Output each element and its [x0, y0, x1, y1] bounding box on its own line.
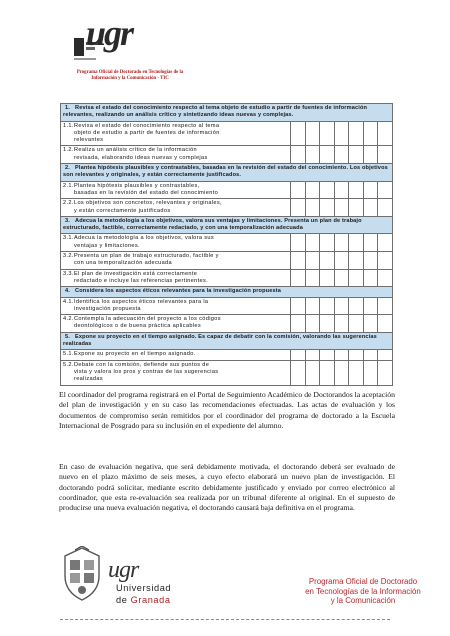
section-cell [61, 287, 393, 297]
score-cell[interactable] [320, 121, 335, 146]
score-cell[interactable] [334, 252, 349, 270]
section-cell [61, 332, 393, 350]
section-cell [61, 216, 393, 234]
score-cell[interactable] [363, 315, 378, 333]
footer-divider [60, 619, 390, 620]
score-cell[interactable] [349, 350, 364, 360]
criterion-cell [61, 297, 291, 315]
paragraph-negative-evaluation: En caso de evaluación negativa, que será debidamente motivada, el doctorando deberá ser evaluado de nuevo en el plazo máximo de seis meses, a cuyo efecto elaborará un nuevo plan de investigación. El doctorando podrá solicitar, mediante escrito debidamente justificado y enviado por correo electrónico al coordinador, que esta re-evaluación sea realizada por un tribunal diferente al original. En el supuesto de producirse una nueva evaluación negativa, el doctorando causará baja definitiva en el programa. [59, 462, 395, 513]
criterion-number: 1.2. [63, 147, 74, 154]
table-row [61, 252, 393, 270]
criterion-label: Realiza un análisis crítico de la información revisada, elaborando ideas nuevas y complejas [74, 147, 208, 161]
score-cell[interactable] [320, 146, 335, 164]
score-cell[interactable] [378, 297, 393, 315]
score-cell[interactable] [363, 360, 378, 385]
score-cell[interactable] [378, 350, 393, 360]
score-cell[interactable] [363, 350, 378, 360]
score-cell[interactable] [378, 360, 393, 385]
criterion-label: Contempla la adecuación del proyecto a los códigos deontológicos o de buena práctica aplicables [74, 316, 221, 330]
score-cell[interactable] [290, 297, 305, 315]
score-cell[interactable] [290, 199, 305, 217]
criterion-number: 4.1. [63, 298, 74, 305]
table-row [61, 199, 393, 217]
table-section-row [61, 332, 393, 350]
score-cell[interactable] [363, 297, 378, 315]
score-cell[interactable] [378, 146, 393, 164]
score-cell[interactable] [349, 315, 364, 333]
score-cell[interactable] [305, 315, 320, 333]
criterion-label: Identifica los aspectos éticos relevantes para la investigación propuesta [74, 298, 209, 312]
score-cell[interactable] [305, 234, 320, 252]
score-cell[interactable] [349, 199, 364, 217]
criterion-label: Presenta un plan de trabajo estructurado, factible y con una temporalización adecuada [74, 253, 219, 267]
score-cell[interactable] [305, 297, 320, 315]
score-cell[interactable] [334, 315, 349, 333]
score-cell[interactable] [305, 146, 320, 164]
score-cell[interactable] [334, 234, 349, 252]
score-cell[interactable] [290, 121, 305, 146]
section-number: 3. [65, 217, 70, 224]
score-cell[interactable] [305, 199, 320, 217]
table-section-row [61, 104, 393, 122]
score-cell[interactable] [349, 297, 364, 315]
score-cell[interactable] [363, 269, 378, 287]
score-cell[interactable] [334, 181, 349, 199]
table-row [61, 297, 393, 315]
score-cell[interactable] [334, 146, 349, 164]
score-cell[interactable] [290, 350, 305, 360]
footer-university-line-1: Universidad [116, 583, 172, 593]
score-cell[interactable] [320, 199, 335, 217]
score-cell[interactable] [378, 269, 393, 287]
score-cell[interactable] [305, 121, 320, 146]
footer-program-line-1: Programa Oficial de Doctorado [308, 577, 418, 586]
paragraph-coordinator: El coordinador del programa registrará en el Portal de Seguimiento Académico de Doctorandos la aceptación del plan de investigación y en su caso las recomendaciones efectuadas. Las actas de evaluación y los documentos de compromiso serán remitidos por el coordinador del programa de doctorado a la Escuela Internacional de Posgrado para su inclusión en el expediente del alumno. [59, 390, 395, 430]
table-row [61, 121, 393, 146]
score-cell[interactable] [378, 121, 393, 146]
score-cell[interactable] [305, 181, 320, 199]
criterion-cell [61, 234, 291, 252]
score-cell[interactable] [378, 181, 393, 199]
score-cell[interactable] [334, 199, 349, 217]
score-cell[interactable] [349, 181, 364, 199]
criterion-label: Los objetivos son concretos, relevantes y originales, y están correctamente justificados [74, 200, 222, 214]
score-cell[interactable] [290, 269, 305, 287]
score-cell[interactable] [290, 181, 305, 199]
score-cell[interactable] [349, 360, 364, 385]
score-cell[interactable] [290, 252, 305, 270]
section-number: 4. [65, 288, 70, 295]
score-cell[interactable] [305, 350, 320, 360]
header-program-title [60, 70, 200, 82]
table-row [61, 315, 393, 333]
score-cell[interactable] [334, 297, 349, 315]
score-cell[interactable] [349, 234, 364, 252]
section-label: Considera los aspectos éticos relevantes para la investigación propuesta [75, 288, 282, 295]
score-cell[interactable] [320, 234, 335, 252]
header-program-line-2: Información y la Comunicación - TIC [91, 76, 169, 81]
criterion-cell [61, 360, 291, 385]
criterion-label: El plan de investigación está correctamente redactado e incluye las referencias pertinentes. [74, 270, 209, 284]
score-cell[interactable] [334, 350, 349, 360]
score-cell[interactable] [363, 252, 378, 270]
score-cell[interactable] [363, 181, 378, 199]
criterion-cell [61, 252, 291, 270]
score-cell[interactable] [334, 360, 349, 385]
evaluation-criteria-table [60, 103, 393, 386]
section-text [61, 287, 392, 296]
score-cell[interactable] [320, 360, 335, 385]
score-cell[interactable] [305, 360, 320, 385]
footer-program-line-2: en Tecnologías de la Información [305, 586, 421, 596]
score-cell[interactable] [363, 234, 378, 252]
criterion-number: 4.2. [63, 316, 74, 323]
criterion-cell [61, 199, 291, 217]
section-number: 1. [65, 105, 70, 111]
criterion-number: 2.2. [63, 200, 74, 207]
score-cell[interactable] [378, 315, 393, 333]
footer-university-name [116, 582, 171, 606]
score-cell[interactable] [378, 252, 393, 270]
score-cell[interactable] [320, 315, 335, 333]
criterion-number: 1.1. [63, 122, 74, 129]
score-cell[interactable] [320, 252, 335, 270]
table-row [61, 181, 393, 199]
section-label: Revisa el estado del conocimiento respecto al tema objeto de estudio a partir de fuentes de información relevantes, realizando un análisis crítico y sintetizando ideas nuevas y complejas. [63, 105, 368, 119]
criterion-label: Revisa el estado del conocimiento respecto al tema objeto de estudio a partir de fuentes de información relevantes [74, 122, 220, 144]
score-cell[interactable] [363, 199, 378, 217]
section-label: Adecua la metodología a los objetivos, valora sus ventajas y limitaciones. Presenta un plan de trabajo estructurado, factible, correctamente redactado, y con una temporalización adecuada [63, 217, 362, 232]
score-cell[interactable] [378, 199, 393, 217]
table-row [61, 234, 393, 252]
section-text [61, 164, 392, 181]
score-cell[interactable] [290, 360, 305, 385]
criterion-number: 5.1. [63, 351, 74, 358]
score-cell[interactable] [320, 297, 335, 315]
score-cell[interactable] [349, 146, 364, 164]
score-cell[interactable] [320, 350, 335, 360]
score-cell[interactable] [378, 234, 393, 252]
table-section-row [61, 164, 393, 182]
criterion-cell [61, 315, 291, 333]
ugr-header-logo [68, 10, 168, 66]
footer-program-title [288, 577, 438, 606]
score-cell[interactable] [290, 234, 305, 252]
criterion-label: Adecua la metodología a los objetivos, valora sus ventajas y limitaciones. [74, 235, 214, 249]
footer-university-de: de [116, 595, 131, 605]
section-text [61, 217, 392, 234]
score-cell[interactable] [290, 315, 305, 333]
criterion-cell [61, 181, 291, 199]
footer-program-line-3: y la Comunicación [330, 596, 396, 606]
section-number: 5. [65, 333, 70, 340]
score-cell[interactable] [305, 269, 320, 287]
section-label: Expone su proyecto en el tiempo asignado. Es capaz de debatir con la comisión, valorando las sugerencias realizadas [63, 333, 377, 348]
score-cell[interactable] [305, 252, 320, 270]
criterion-number: 3.3. [63, 270, 74, 277]
table-row [61, 269, 393, 287]
criterion-cell [61, 350, 291, 360]
criterion-cell [61, 146, 291, 164]
score-cell[interactable] [290, 146, 305, 164]
score-cell[interactable] [349, 269, 364, 287]
university-crest-icon [61, 546, 103, 602]
section-cell [61, 104, 393, 122]
score-cell[interactable] [320, 269, 335, 287]
score-cell[interactable] [363, 121, 378, 146]
section-text [61, 104, 392, 121]
section-label: Plantea hipótesis plausibles y contrastables, basadas en la revisión del estado del conocimiento. Los objetivos son relevantes y originales, y están correctamente justificados. [63, 165, 388, 179]
table-row [61, 350, 393, 360]
section-cell [61, 164, 393, 182]
score-cell[interactable] [334, 121, 349, 146]
score-cell[interactable] [349, 252, 364, 270]
header-program-line-1: Programa Oficial de Doctorado en Tecnologías de la [76, 70, 184, 75]
footer-ugr-logo: ugr [108, 557, 139, 583]
table-section-row [61, 216, 393, 234]
criterion-number: 3.2. [63, 253, 74, 260]
criterion-number: 3.1. [63, 235, 74, 242]
section-number: 2. [65, 165, 70, 172]
section-text [61, 333, 392, 350]
criterion-label: Plantea hipótesis plausibles y contrastables, basadas en la revisión del estado del conocimiento [74, 182, 219, 196]
criterion-label: Expone su proyecto en el tiempo asignado. [74, 351, 196, 358]
score-cell[interactable] [363, 146, 378, 164]
footer-university-line-2 [116, 594, 171, 606]
criterion-cell [61, 269, 291, 287]
score-cell[interactable] [320, 181, 335, 199]
table-row [61, 360, 393, 385]
criterion-number: 5.2. [63, 361, 74, 368]
footer-university-granada: Granada [130, 595, 171, 605]
score-cell[interactable] [334, 269, 349, 287]
table-row [61, 146, 393, 164]
table-section-row [61, 287, 393, 297]
criterion-number: 2.1. [63, 182, 74, 189]
criterion-label: Debate con la comisión, defiende sus puntos de vista y valora los pros y contras de las sugerencias realizadas [74, 361, 219, 383]
score-cell[interactable] [349, 121, 364, 146]
criterion-cell [61, 121, 291, 146]
logo-wordmark: ugr [86, 13, 133, 53]
